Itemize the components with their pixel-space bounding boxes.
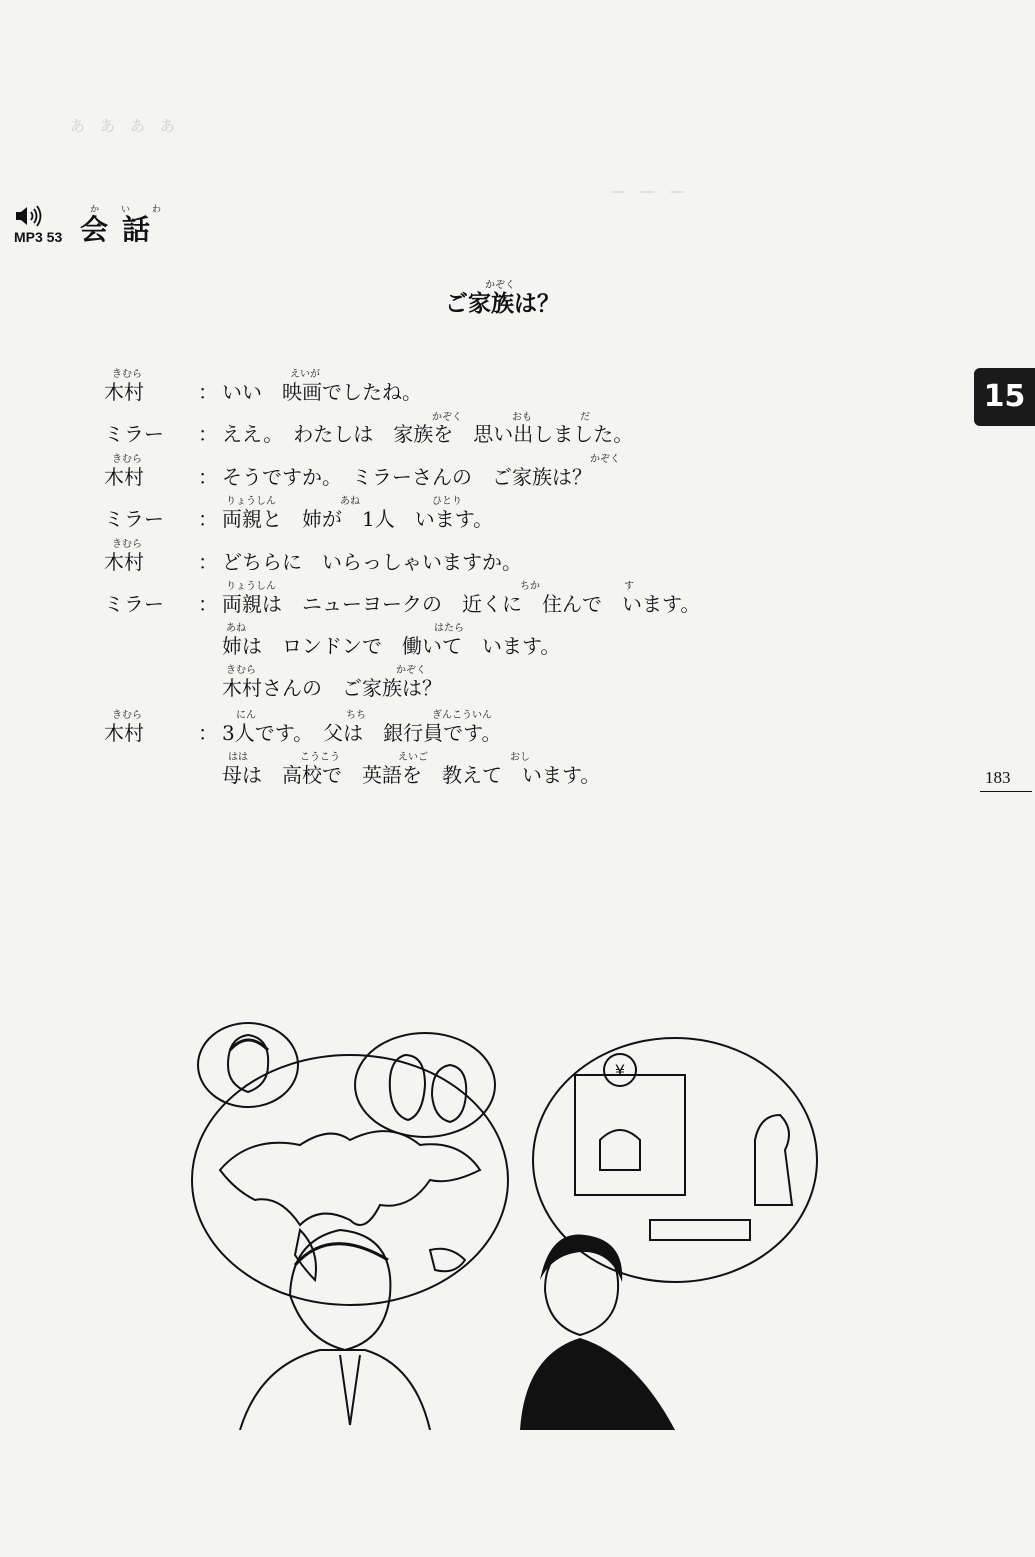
parents-portrait-bubble xyxy=(355,1033,495,1137)
speaker: ミラー xyxy=(104,422,164,446)
speaker: 木村 xyxy=(104,465,144,489)
man-figure xyxy=(240,1230,430,1430)
speaker-icon xyxy=(14,205,44,227)
speaker: 木村 xyxy=(104,550,144,574)
furigana: ちち xyxy=(346,710,366,721)
furigana: あね xyxy=(226,623,246,634)
audio-track-label: MP3 53 xyxy=(14,229,63,245)
dialogue-line xyxy=(104,546,522,575)
furigana: きむら xyxy=(112,454,142,465)
dialogue-line xyxy=(104,717,502,746)
dialogue-line xyxy=(104,461,592,490)
dialogue-title: ご家族は？ xyxy=(445,291,560,317)
speaker: ミラー xyxy=(104,507,164,531)
furigana: かぞく xyxy=(432,412,462,423)
dialogue-line xyxy=(104,588,700,617)
furigana: かぞく xyxy=(396,665,426,676)
line-text: そうですか。 ミラーさんの ご家族は？ xyxy=(222,465,592,489)
heading-ruby: かいわ xyxy=(90,205,184,215)
furigana: おし xyxy=(510,752,530,763)
thought-bubble-world-map xyxy=(192,1055,508,1305)
line-text: ええ。 わたしは 家族を 思い出しました。 xyxy=(222,422,634,446)
colon: ： xyxy=(198,592,218,616)
audio-badge[interactable] xyxy=(14,205,76,245)
woman-figure xyxy=(520,1235,675,1430)
line-text: いい 映画でしたね。 xyxy=(222,380,422,404)
line-text: 姉は ロンドンで 働いて います。 xyxy=(222,634,561,658)
colon: ： xyxy=(198,422,218,446)
section-heading: 会話 xyxy=(80,213,165,246)
furigana: す xyxy=(624,581,634,592)
colon: ： xyxy=(198,507,218,531)
furigana: りょうしん xyxy=(226,496,276,507)
bleed-through-text: あ あ あ あ xyxy=(70,117,176,135)
colon: ： xyxy=(198,721,218,745)
furigana: だ xyxy=(580,412,590,423)
page-number: 183 xyxy=(985,768,1011,787)
furigana: えいが xyxy=(290,369,320,380)
chapter-tab[interactable]: 15 xyxy=(974,368,1035,426)
furigana: きむら xyxy=(112,539,142,550)
furigana: にん xyxy=(236,710,256,721)
furigana: きむら xyxy=(112,369,142,380)
dialogue-line xyxy=(104,630,560,659)
line-text: 木村さんの ご家族は？ xyxy=(222,676,442,700)
line-text: どちらに いらっしゃいますか。 xyxy=(222,550,522,574)
line-text: 両親と 姉が 1人 います。 xyxy=(222,507,494,531)
dialogue-line xyxy=(104,418,633,447)
furigana: かぞく xyxy=(590,454,620,465)
line-text: 母は 高校で 英語を 教えて います。 xyxy=(222,763,601,787)
furigana: おも xyxy=(512,412,532,423)
dialogue-line xyxy=(104,759,600,788)
page-number-rule xyxy=(980,791,1032,792)
furigana: きむら xyxy=(226,665,256,676)
colon: ： xyxy=(198,465,218,489)
furigana: ちか xyxy=(520,581,540,592)
line-text: 3人です。 父は 銀行員です。 xyxy=(222,721,502,745)
speaker: 木村 xyxy=(104,380,144,404)
speaker: ミラー xyxy=(104,592,164,616)
furigana: えいご xyxy=(398,752,428,763)
furigana: りょうしん xyxy=(226,581,276,592)
dialogue-line xyxy=(104,376,422,405)
furigana: はたら xyxy=(434,623,464,634)
family-illustration xyxy=(180,1020,820,1430)
line-text: 両親は ニューヨークの 近くに 住んで います。 xyxy=(222,592,701,616)
title-ruby: かぞく xyxy=(485,280,515,291)
speaker: 木村 xyxy=(104,721,144,745)
bleed-through-text: — — — xyxy=(610,182,686,200)
furigana: はは xyxy=(228,752,248,763)
colon: ： xyxy=(198,550,218,574)
sister-portrait-bubble xyxy=(198,1023,298,1107)
furigana: ひとり xyxy=(432,496,462,507)
furigana: あね xyxy=(340,496,360,507)
furigana: こうこう xyxy=(300,752,340,763)
yen-bag-icon: ¥ xyxy=(614,1061,626,1080)
furigana: きむら xyxy=(112,710,142,721)
colon: ： xyxy=(198,380,218,404)
dialogue-line xyxy=(104,672,442,701)
dialogue-line xyxy=(104,503,493,532)
furigana: ぎんこういん xyxy=(432,710,492,721)
